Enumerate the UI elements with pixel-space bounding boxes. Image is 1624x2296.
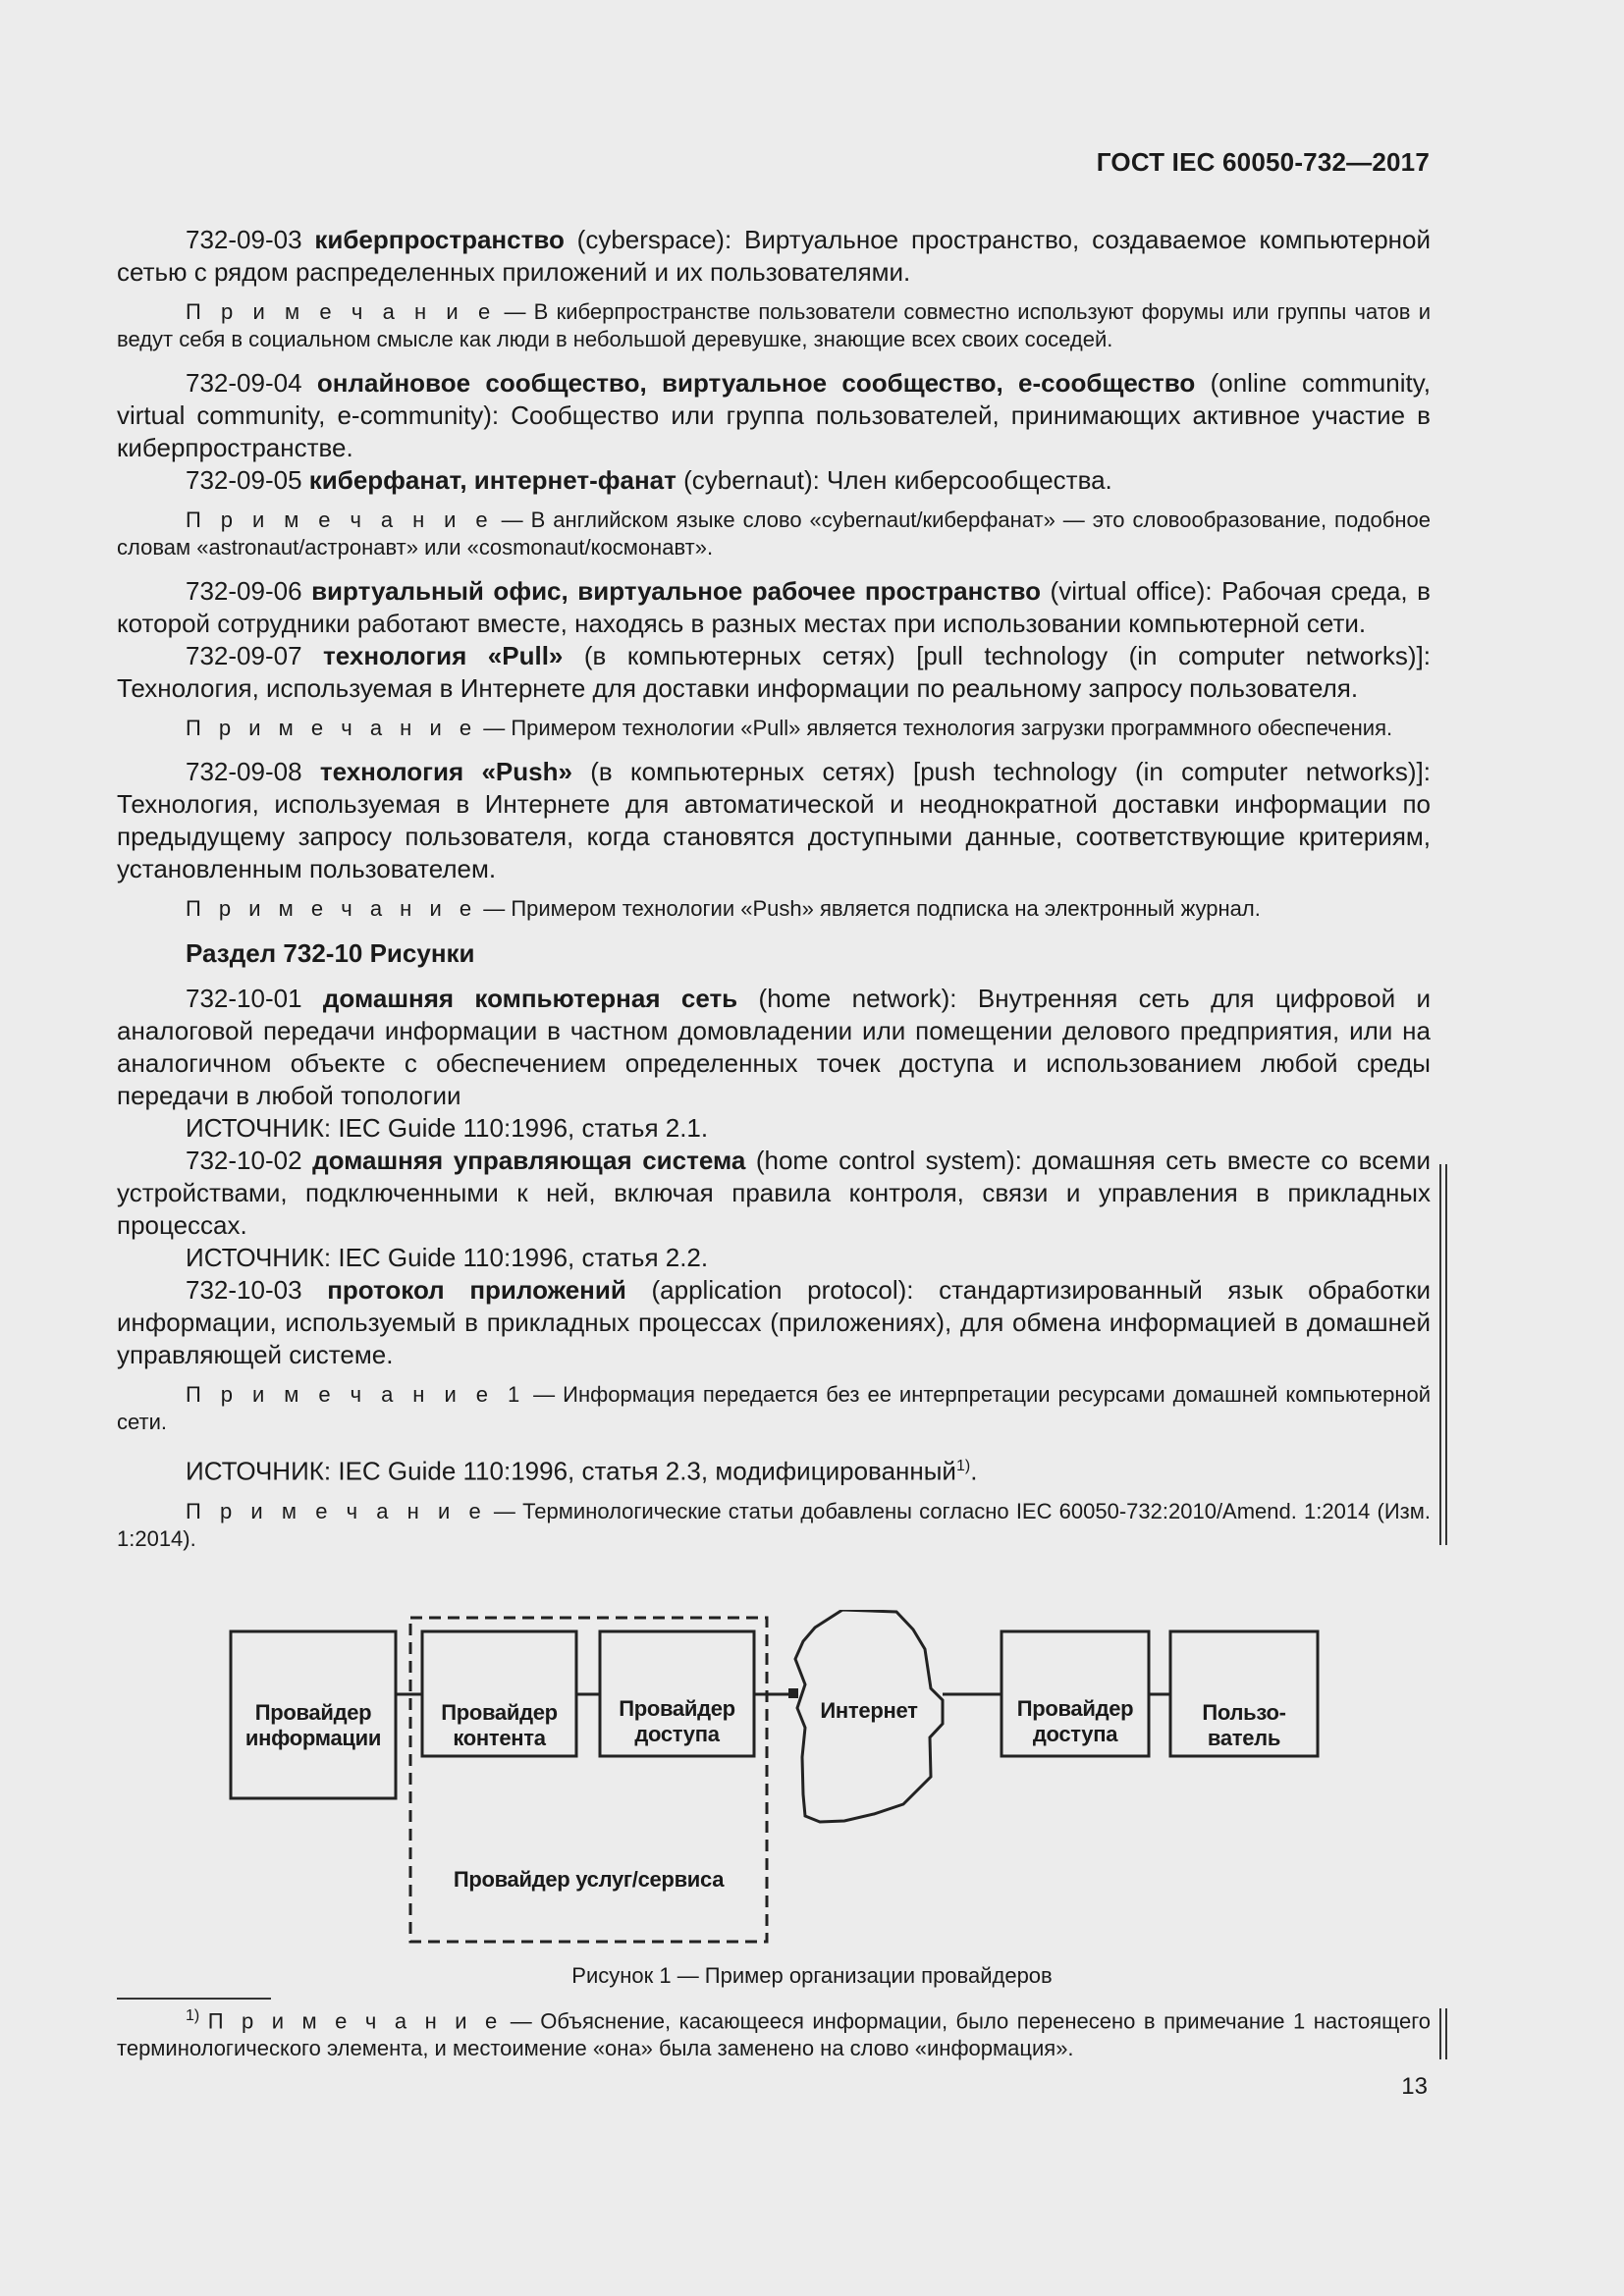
entry-732-09-07: 732-09-07 технология «Pull» (в компьютерных сетях) [pull technology (in computer networks)]: Технология, используемая в Интернете для доставки информации по реальному запросу пользователя. xyxy=(117,641,1431,703)
entry-732-10-01: 732-10-01 домашняя компьютерная сеть (home network): Внутренняя сеть для цифровой и аналоговой передачи информации в частном домовладении или помещении делового предприятия, или на аналогичном объекте с обеспечением определенных точек доступа и использованием любой среды передачи в любой топологии xyxy=(117,984,1431,1110)
term: протокол приложений xyxy=(327,1275,626,1305)
change-bar xyxy=(1439,1164,1447,1545)
entry-732-09-04: 732-09-04 онлайновое сообщество, виртуальное сообщество, е-сообщество (online community, virtual community, e-community): Сообщество или группа пользователей, принимающих активное участие в киберпространстве. xyxy=(117,368,1431,462)
source-line: ИСТОЧНИК: IEC Guide 110:1996, статья 2.2. xyxy=(186,1243,709,1272)
note: П р и м е ч а н и е — Примером технологии «Push» является подписка на электронный журнал. xyxy=(186,896,1261,921)
section-title: Раздел 732-10 Рисунки xyxy=(186,938,475,968)
term: виртуальный офис, виртуальное рабочее пространство xyxy=(311,576,1042,606)
source-line: ИСТОЧНИК: IEC Guide 110:1996, статья 2.1. xyxy=(186,1113,709,1143)
footnote-mark: 1) xyxy=(186,2007,200,2024)
term: домашняя компьютерная сеть xyxy=(322,984,738,1013)
term: киберпространство xyxy=(314,225,565,254)
note: П р и м е ч а н и е 1 — Информация передается без ее интерпретации ресурсами домашней компьютерной сети. xyxy=(117,1382,1431,1434)
term: технология «Pull» xyxy=(323,641,564,670)
content-provider-label: Провайдер контента xyxy=(441,1700,558,1750)
entry-732-09-03: 732-09-03 киберпространство (cyberspace): Виртуальное пространство, создаваемое компьютерной сетью с рядом распределенных приложений и их пользователями. xyxy=(117,225,1431,287)
note: П р и м е ч а н и е — В английском языке слово «cybernaut/киберфанат» — это словообразование, подобное словам «astronaut/астронавт» или «cosmonaut/космонавт». xyxy=(117,507,1431,560)
document-header: ГОСТ IEC 60050-732—2017 xyxy=(1096,147,1430,177)
note: П р и м е ч а н и е — Терминологические статьи добавлены согласно IEC 60050-732:2010/Amend. 1:2014 (Изм. 1:2014). xyxy=(117,1498,1431,1551)
info-provider-label: Провайдер информации xyxy=(244,1700,382,1750)
page-number: 13 xyxy=(1401,2073,1428,2100)
footnote-ref: 1) xyxy=(955,1458,971,1474)
main-content xyxy=(117,224,1431,1567)
entry-732-09-05: 732-09-05 киберфанат, интернет-фанат (cybernaut): Член киберсообщества. xyxy=(186,465,1112,495)
entry-732-10-02: 732-10-02 домашняя управляющая система (home control system): домашняя сеть вместе со всеми устройствами, подключенными к ней, включая правила контроля, связи и управления в прикладных процессах. xyxy=(117,1146,1432,1240)
term: киберфанат, интернет-фанат xyxy=(308,465,677,495)
term: домашняя управляющая система xyxy=(312,1146,746,1175)
change-bar xyxy=(1439,2008,1447,2059)
footnote-rule xyxy=(117,1998,271,2000)
note: П р и м е ч а н и е — Примером технологии «Pull» является технология загрузки программного обеспечения. xyxy=(186,716,1393,740)
access-provider-label: Провайдер доступа xyxy=(619,1696,735,1746)
diagram-lines xyxy=(226,1610,1326,1963)
service-provider-label: Провайдер услуг/сервиса xyxy=(453,1867,725,1892)
internet-label: Интернет xyxy=(820,1698,918,1723)
figure-caption: Рисунок 1 — Пример организации провайдеров xyxy=(571,1963,1053,1988)
term: онлайновое сообщество, виртуальное сообщество, е-сообщество xyxy=(316,368,1196,398)
entry-732-09-06: 732-09-06 виртуальный офис, виртуальное рабочее пространство (virtual office): Рабочая среда, в которой сотрудники работают вместе, находясь в разных местах при использовании компьютерной сети. xyxy=(117,576,1431,638)
term: технология «Push» xyxy=(319,757,572,786)
entry-732-10-03: 732-10-03 протокол приложений (application protocol): стандартизированный язык обработки информации, используемый в прикладных процессах (приложениях), для обмена информацией в домашней управляющей системе. xyxy=(117,1275,1431,1369)
note: П р и м е ч а н и е — В киберпространстве пользователи совместно используют форумы или группы чатов и ведут себя в социальном смысле как люди в небольшой деревушке, знающие всех своих соседей. xyxy=(117,299,1431,351)
footnote: $^{1)}$ П р и м е ч а н и е — Объяснение, касающееся информации, было перенесено в примечание 1 настоящего терминологического элемента, и местоимение «она» была заменено на слово «информация». xyxy=(117,2007,1431,2061)
entry-732-09-08: 732-09-08 технология «Push» (в компьютерных сетях) [push technology (in computer networks)]: Технология, используемая в Интернете для автоматической и неоднократной доставки информации по предыдущему запросу пользователя, когда становятся доступными данные, соответствующие критериям, установленным пользователем. xyxy=(117,757,1431,883)
source-line: ИСТОЧНИК: IEC Guide 110:1996, статья 2.3, модифицированный$^{1)}$. xyxy=(186,1456,978,1486)
provider-diagram xyxy=(226,1610,1326,1963)
access-provider-label: Провайдер доступа xyxy=(1016,1696,1134,1746)
user-label: Пользо- ватель xyxy=(1202,1700,1286,1750)
